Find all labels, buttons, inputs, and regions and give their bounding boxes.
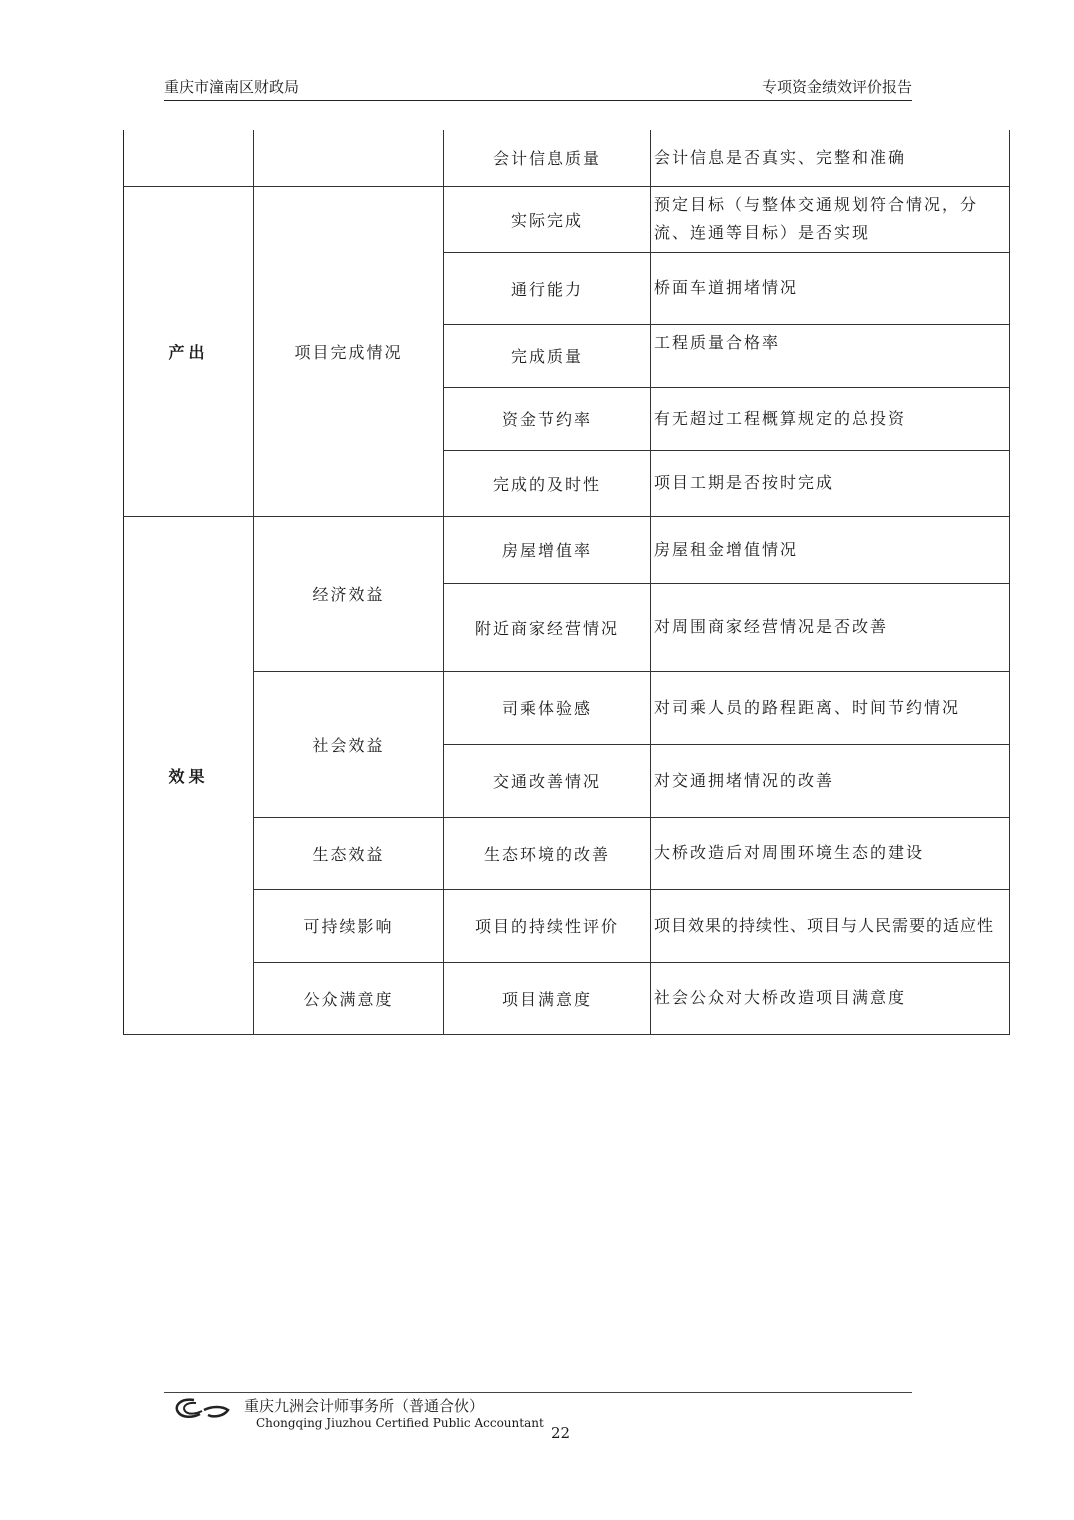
category-cell: 效果 [124,516,254,1034]
description-cell: 对交通拥堵情况的改善 [651,744,1010,817]
indicator-cell: 完成质量 [444,324,651,387]
indicator-cell: 项目的持续性评价 [444,889,651,962]
indicator-cell: 生态环境的改善 [444,817,651,889]
table-row [124,130,1010,186]
subcategory-cell: 项目完成情况 [254,186,444,516]
table-row [124,671,1010,744]
description-cell: 对司乘人员的路程距离、时间节约情况 [651,671,1010,744]
category-cell: 产出 [124,186,254,516]
indicator-cell: 交通改善情况 [444,744,651,817]
description-cell: 社会公众对大桥改造项目满意度 [651,962,1010,1034]
table-row [124,889,1010,962]
indicator-cell: 项目满意度 [444,962,651,1034]
page-number: 22 [551,1424,571,1442]
header-left: 重庆市潼南区财政局 [164,78,300,96]
footer-divider [164,1392,912,1393]
indicator-cell: 通行能力 [444,252,651,324]
indicator-cell: 会计信息质量 [444,130,651,186]
firm-logo-icon [172,1396,232,1422]
subcategory-cell: 经济效益 [254,516,444,671]
firm-name-cn: 重庆九洲会计师事务所（普通合伙） [244,1397,485,1415]
indicator-cell: 房屋增值率 [444,516,651,583]
description-cell: 会计信息是否真实、完整和准确 [651,130,1010,186]
indicator-cell: 实际完成 [444,186,651,252]
table-cell [124,130,254,186]
description-cell: 有无超过工程概算规定的总投资 [651,387,1010,450]
description-cell: 桥面车道拥堵情况 [651,252,1010,324]
indicator-cell: 完成的及时性 [444,450,651,516]
subcategory-cell: 可持续影响 [254,889,444,962]
page-header [164,76,912,101]
subcategory-cell: 社会效益 [254,671,444,817]
table-row [124,817,1010,889]
description-cell: 项目工期是否按时完成 [651,450,1010,516]
table-row [124,962,1010,1034]
indicator-cell: 司乘体验感 [444,671,651,744]
firm-name-en: Chongqing Jiuzhou Certified Public Accountant [256,1416,544,1430]
indicator-cell: 资金节约率 [444,387,651,450]
table-cell [254,130,444,186]
table-row [124,516,1010,583]
description-cell: 房屋租金增值情况 [651,516,1010,583]
indicator-cell: 附近商家经营情况 [444,583,651,671]
subcategory-cell: 公众满意度 [254,962,444,1034]
description-cell: 大桥改造后对周围环境生态的建设 [651,817,1010,889]
subcategory-cell: 生态效益 [254,817,444,889]
header-right: 专项资金绩效评价报告 [761,78,912,96]
table-row [124,186,1010,252]
description-cell: 预定目标（与整体交通规划符合情况，分流、连通等目标）是否实现 [651,186,1010,252]
description-cell: 对周围商家经营情况是否改善 [651,583,1010,671]
description-cell: 工程质量合格率 [651,324,1010,387]
description-cell: 项目效果的持续性、项目与人民需要的适应性 [651,889,1010,962]
evaluation-table [123,130,1010,1035]
